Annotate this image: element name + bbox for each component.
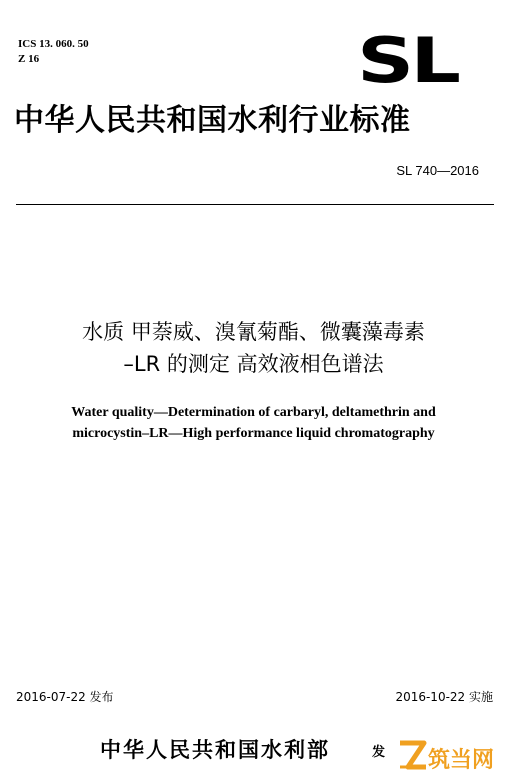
category-code: Z 16	[18, 53, 40, 65]
header-divider	[16, 204, 494, 205]
watermark-logo	[396, 737, 501, 777]
watermark-text: 筑当网	[428, 748, 495, 773]
standard-number: SL 740—2016	[396, 163, 479, 178]
issue-date: 2016-07-22 发布	[16, 690, 114, 704]
title-en-line-2: microcystin–LR—High performance liquid chromatography	[72, 426, 435, 441]
issuing-authority: 中华人民共和国水利部	[100, 738, 330, 762]
title-zh-line-1: 水质 甲萘威、溴氰菊酯、微囊藻毒素	[82, 320, 425, 344]
standard-title: 中华人民共和国水利行业标准	[14, 103, 411, 138]
effective-date: 2016-10-22 实施	[395, 690, 493, 704]
issue-label: 发	[372, 745, 386, 760]
title-zh-line-2: –LR 的测定 高效液相色谱法	[123, 352, 384, 376]
ics-code: ICS 13. 060. 50	[18, 38, 89, 50]
watermark-z-icon	[400, 743, 426, 767]
sl-logo: SL	[357, 24, 458, 97]
title-en-line-1: Water quality—Determination of carbaryl, deltamethrin and	[71, 405, 436, 420]
